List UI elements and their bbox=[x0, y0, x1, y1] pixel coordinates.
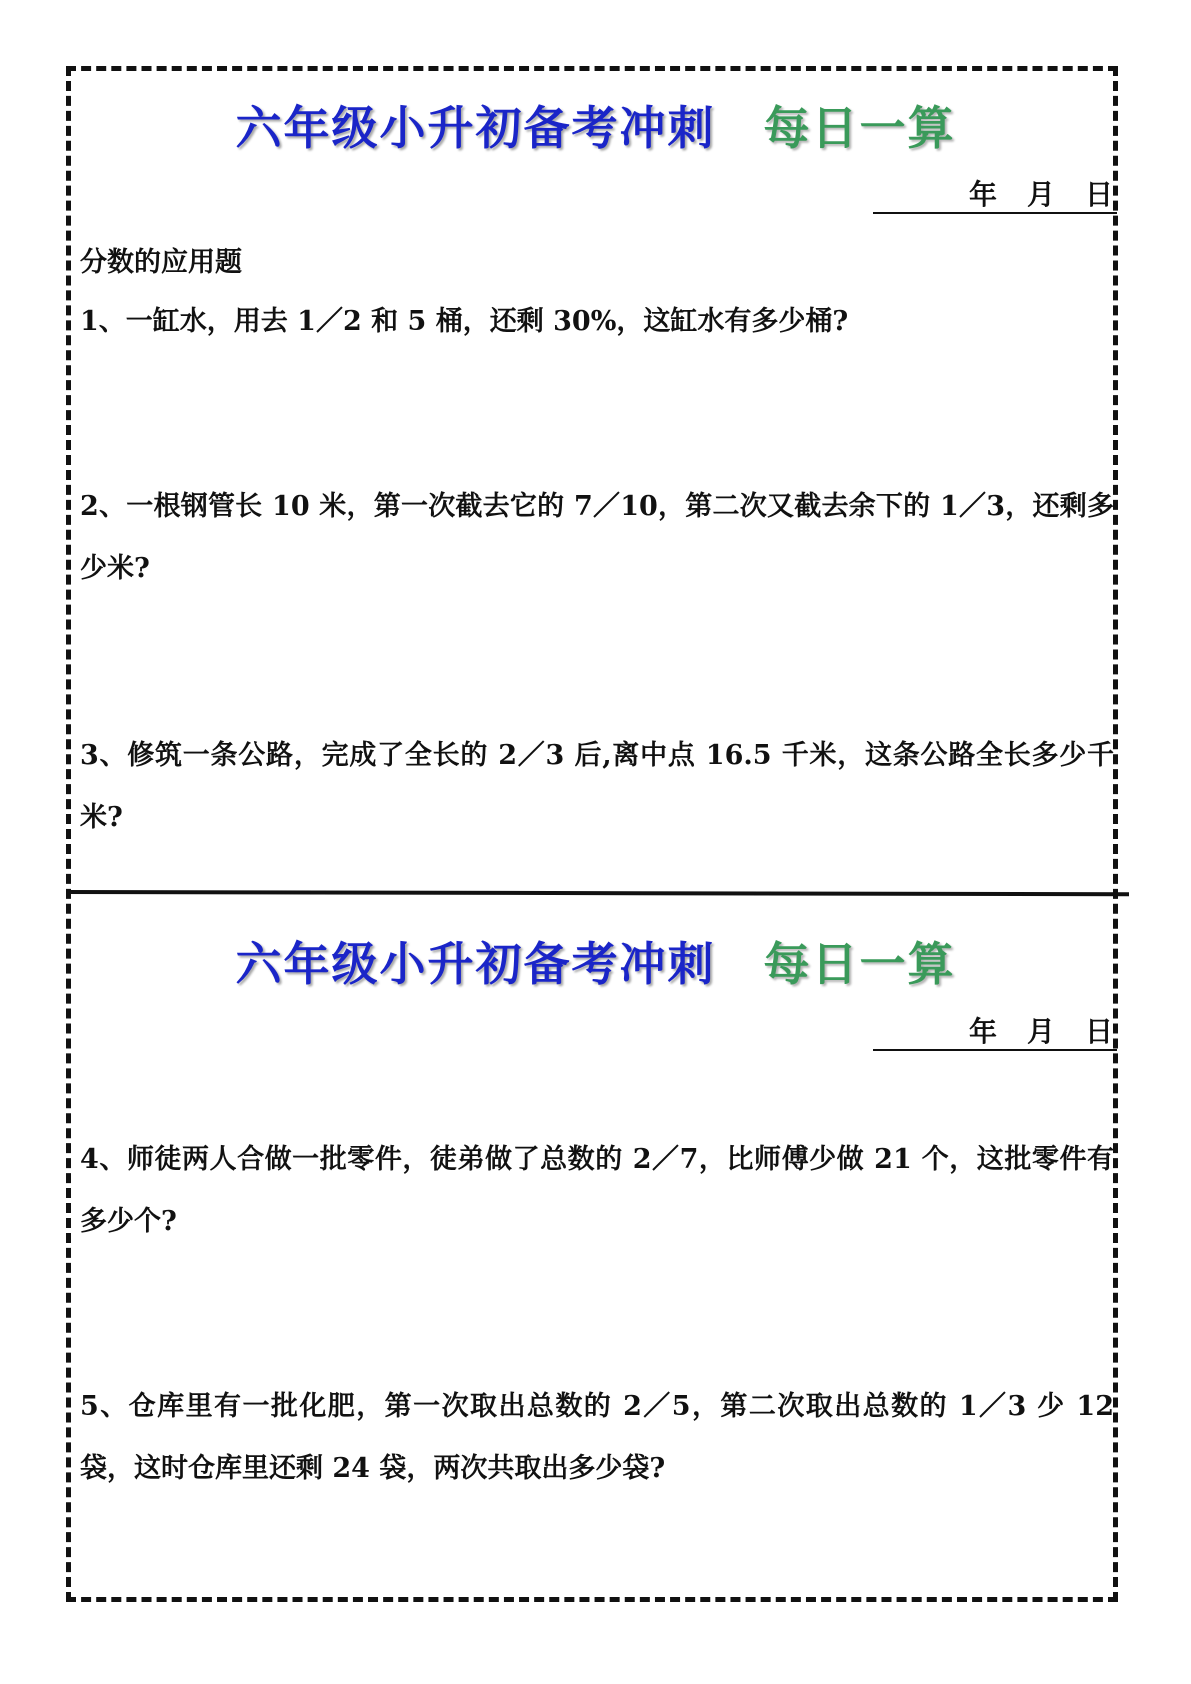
section-heading: 分数的应用题 bbox=[80, 247, 242, 278]
question-5: 5、仓库里有一批化肥，第一次取出总数的 2／5，第二次取出总数的 1／3 少 12 袋，这时仓库里还剩 24 袋，两次共取出多少袋? bbox=[80, 1391, 1114, 1484]
worksheet-title bbox=[0, 92, 1191, 158]
date-month: 月 bbox=[1026, 178, 1055, 211]
question-2: 2、一根钢管长 10 米，第一次截去它的 7／10，第二次又截去余下的 1／3，还剩多少米? bbox=[80, 491, 1114, 584]
title-main: 六年级小升初备考冲刺 bbox=[235, 937, 716, 991]
question-4: 4、师徒两人合做一批零件，徒弟做了总数的 2／7，比师傅少做 21 个，这批零件有多少个? bbox=[80, 1144, 1114, 1237]
date-day: 日 bbox=[1084, 178, 1113, 211]
title-sub: 每日一算 bbox=[763, 937, 956, 991]
date-year: 年 bbox=[968, 1015, 997, 1048]
date-month: 月 bbox=[1026, 1015, 1055, 1048]
title-sub: 每日一算 bbox=[763, 101, 956, 155]
date-field bbox=[873, 176, 1117, 214]
worksheet-title bbox=[0, 928, 1191, 994]
question-1: 1、一缸水，用去 1／2 和 5 桶，还剩 30%，这缸水有多少桶? bbox=[80, 306, 849, 337]
question-3: 3、修筑一条公路，完成了全长的 2／3 后,离中点 16.5 千米，这条公路全长多少千米? bbox=[80, 740, 1114, 833]
date-field bbox=[873, 1013, 1117, 1051]
date-year: 年 bbox=[968, 178, 997, 211]
date-day: 日 bbox=[1084, 1015, 1113, 1048]
title-main: 六年级小升初备考冲刺 bbox=[235, 101, 716, 155]
